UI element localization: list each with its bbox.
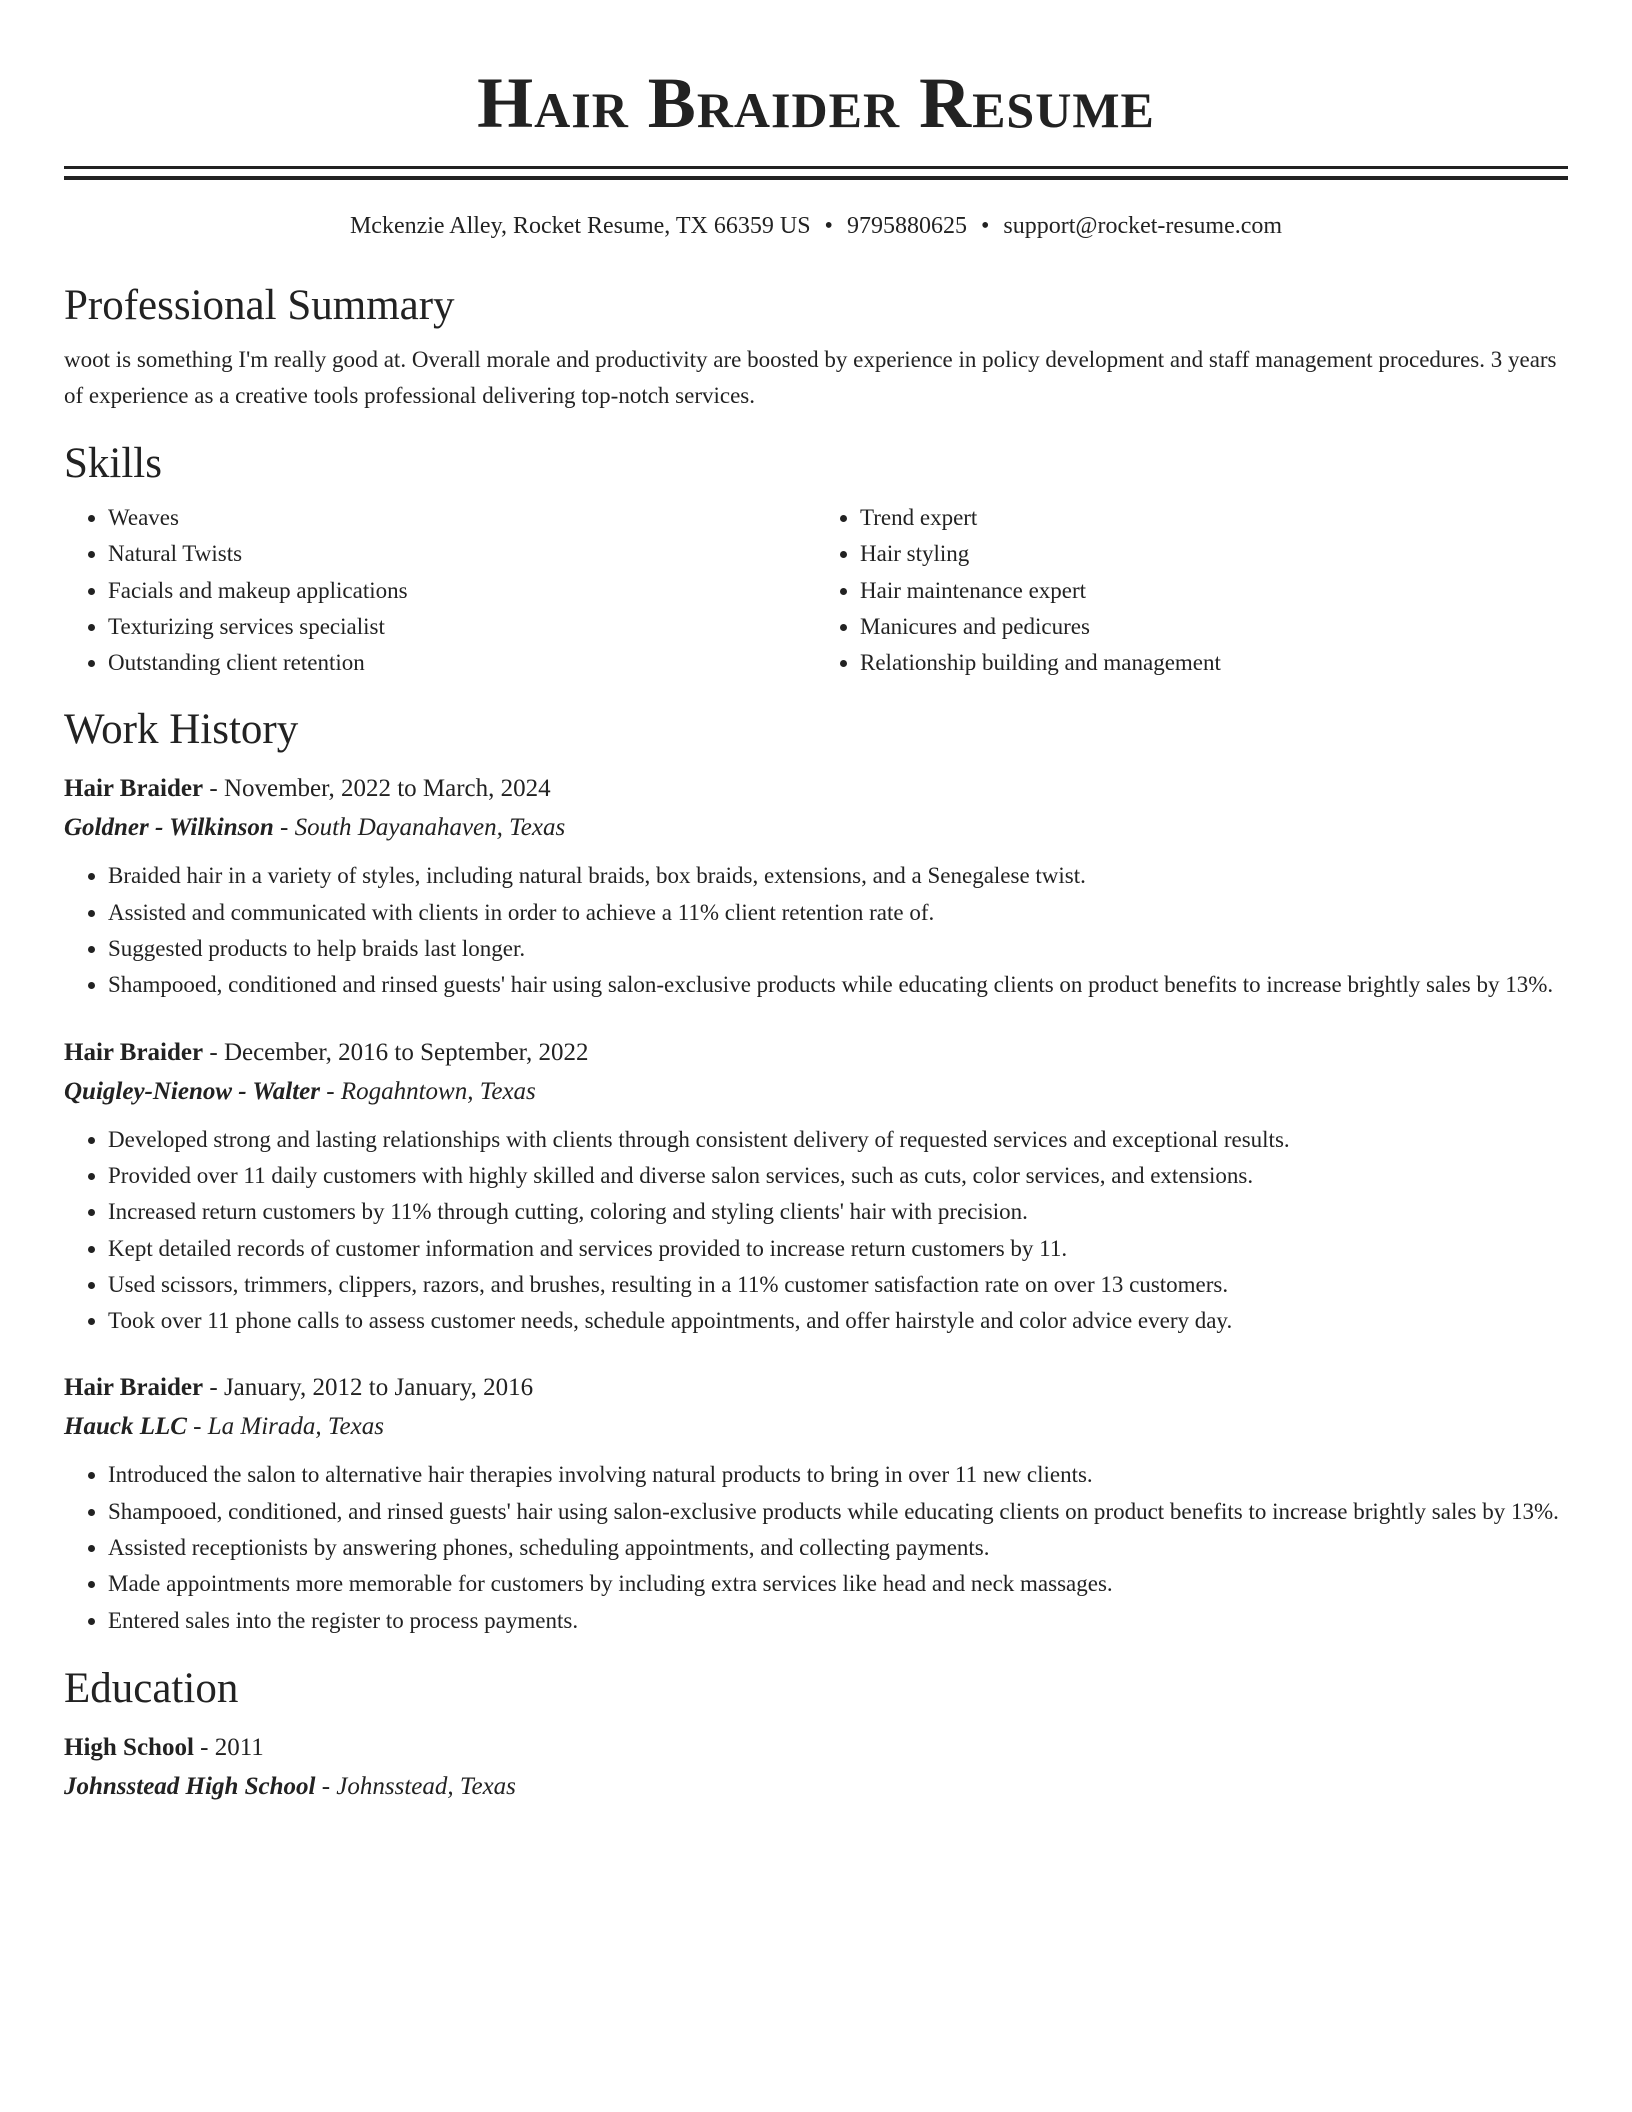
skill-item: • Facials and makeup applications (108, 573, 816, 609)
company-location: South Dayanahaven, Texas (294, 814, 566, 842)
skill-item: • Manicures and pedicures (860, 609, 1568, 645)
job-title: Hair Braider (64, 775, 204, 803)
job-title-line (64, 770, 1568, 808)
contact-separator: • (824, 213, 833, 239)
work-history-heading: Work History (64, 706, 299, 754)
dash: - (326, 1077, 335, 1105)
job-bullet: • Introduced the salon to alternative hair therapies involving natural products to bring in over 11 new clients. (108, 1457, 1568, 1493)
degree: High School (64, 1733, 194, 1761)
skill-item: • Relationship building and management (860, 645, 1568, 681)
job-dates: January, 2012 to January, 2016 (223, 1374, 534, 1402)
summary-heading: Professional Summary (64, 282, 455, 329)
job-dates: December, 2016 to September, 2022 (223, 1038, 589, 1066)
skill-item: • Natural Twists (108, 536, 816, 572)
degree-line (64, 1729, 1568, 1767)
school-name: Johnsstead High School (64, 1772, 316, 1800)
job-entry (64, 1369, 1568, 1638)
dash: - (280, 814, 289, 842)
contact-email: support@rocket-resume.com (1003, 213, 1283, 239)
contact-phone: 9795880625 (846, 213, 967, 239)
dash: - (321, 1772, 331, 1800)
job-title-line (64, 1369, 1568, 1407)
job-entry (64, 1034, 1568, 1340)
job-bullets (64, 1122, 1568, 1340)
education-heading: Education (64, 1664, 239, 1712)
skills-column-right (816, 500, 1568, 681)
skills-list (64, 500, 1568, 681)
job-bullet: • Provided over 11 daily customers with highly skilled and diverse salon services, such as cuts, color services, and extensions. (108, 1158, 1568, 1194)
school-line (64, 1767, 1568, 1806)
school-location: Johnsstead, Texas (336, 1772, 516, 1800)
summary-text: woot is something I'm really good at. Overall morale and productivity are boosted by experience in policy development and staff management procedures. 3 years of experience as a creative tools professional delivering top-notch services. (64, 347, 1557, 408)
job-bullet: • Made appointments more memorable for customers by including extra services like head and neck massages. (108, 1566, 1568, 1602)
job-bullet: • Suggested products to help braids last longer. (108, 931, 1568, 967)
education-entry (64, 1729, 1568, 1806)
dash: - (209, 1038, 218, 1066)
contact-line (64, 210, 1568, 242)
skills-heading: Skills (64, 440, 162, 487)
skill-item: • Texturizing services specialist (108, 609, 816, 645)
company-name: Goldner - Wilkinson (64, 814, 274, 842)
skill-item: • Outstanding client retention (108, 645, 816, 681)
skill-item: • Hair styling (860, 536, 1568, 572)
job-bullet: • Assisted receptionists by answering phones, scheduling appointments, and collecting payments. (108, 1530, 1568, 1566)
contact-separator: • (980, 213, 990, 239)
job-entry (64, 770, 1568, 1003)
job-bullet: • Increased return customers by 11% through cutting, coloring and styling clients' hair with precision. (108, 1194, 1568, 1230)
job-bullets (64, 858, 1568, 1003)
skills-column-left (64, 500, 816, 681)
job-bullet: • Shampooed, conditioned and rinsed guests' hair using salon-exclusive products while educating clients on product benefits to increase brightly sales by 13%. (108, 967, 1568, 1003)
job-bullet: • Took over 11 phone calls to assess customer needs, schedule appointments, and offer hairstyle and color advice every day. (108, 1303, 1568, 1339)
skill-item: • Trend expert (860, 500, 1568, 536)
job-bullet: • Kept detailed records of customer information and services provided to increase return customers by 11. (108, 1231, 1568, 1267)
job-bullet: • Entered sales into the register to process payments. (108, 1603, 1568, 1639)
dash: - (200, 1733, 209, 1761)
dash: - (209, 1374, 218, 1402)
company-name: Quigley-Nienow - Walter (64, 1077, 321, 1105)
company-name: Hauck LLC (64, 1413, 187, 1441)
dash: - (209, 775, 218, 803)
resume-title: Hair Braider Resume (477, 63, 1155, 143)
contact-address: Mckenzie Alley, Rocket Resume, TX 66359 US (349, 213, 811, 239)
job-bullets (64, 1457, 1568, 1638)
company-line (64, 1072, 1568, 1111)
skill-item: • Weaves (108, 500, 816, 536)
skill-item: • Hair maintenance expert (860, 573, 1568, 609)
job-bullet: • Braided hair in a variety of styles, including natural braids, box braids, extensions, and a Senegalese twist. (108, 858, 1568, 894)
job-bullet: • Assisted and communicated with clients in order to achieve a 11% client retention rate of. (108, 895, 1568, 931)
company-location: La Mirada, Texas (207, 1413, 384, 1441)
job-title: Hair Braider (64, 1038, 204, 1066)
title-rule-top (64, 166, 1568, 169)
company-location: Rogahntown, Texas (340, 1077, 536, 1105)
job-bullet: • Shampooed, conditioned, and rinsed guests' hair using salon-exclusive products while educating clients on product benefits to increase brightly sales by 13%. (108, 1494, 1568, 1530)
job-bullet: • Developed strong and lasting relationships with clients through consistent delivery of requested services and exceptional results. (108, 1122, 1568, 1158)
job-bullet: • Used scissors, trimmers, clippers, razors, and brushes, resulting in a 11% customer satisfaction rate on over 13 customers. (108, 1267, 1568, 1303)
job-title-line (64, 1034, 1568, 1072)
dash: - (193, 1413, 202, 1441)
company-line (64, 1407, 1568, 1446)
graduation-year: 2011 (214, 1733, 264, 1761)
company-line (64, 808, 1568, 847)
job-title: Hair Braider (64, 1374, 204, 1402)
job-dates: November, 2022 to March, 2024 (223, 775, 551, 803)
title-rule-bottom (64, 176, 1568, 180)
